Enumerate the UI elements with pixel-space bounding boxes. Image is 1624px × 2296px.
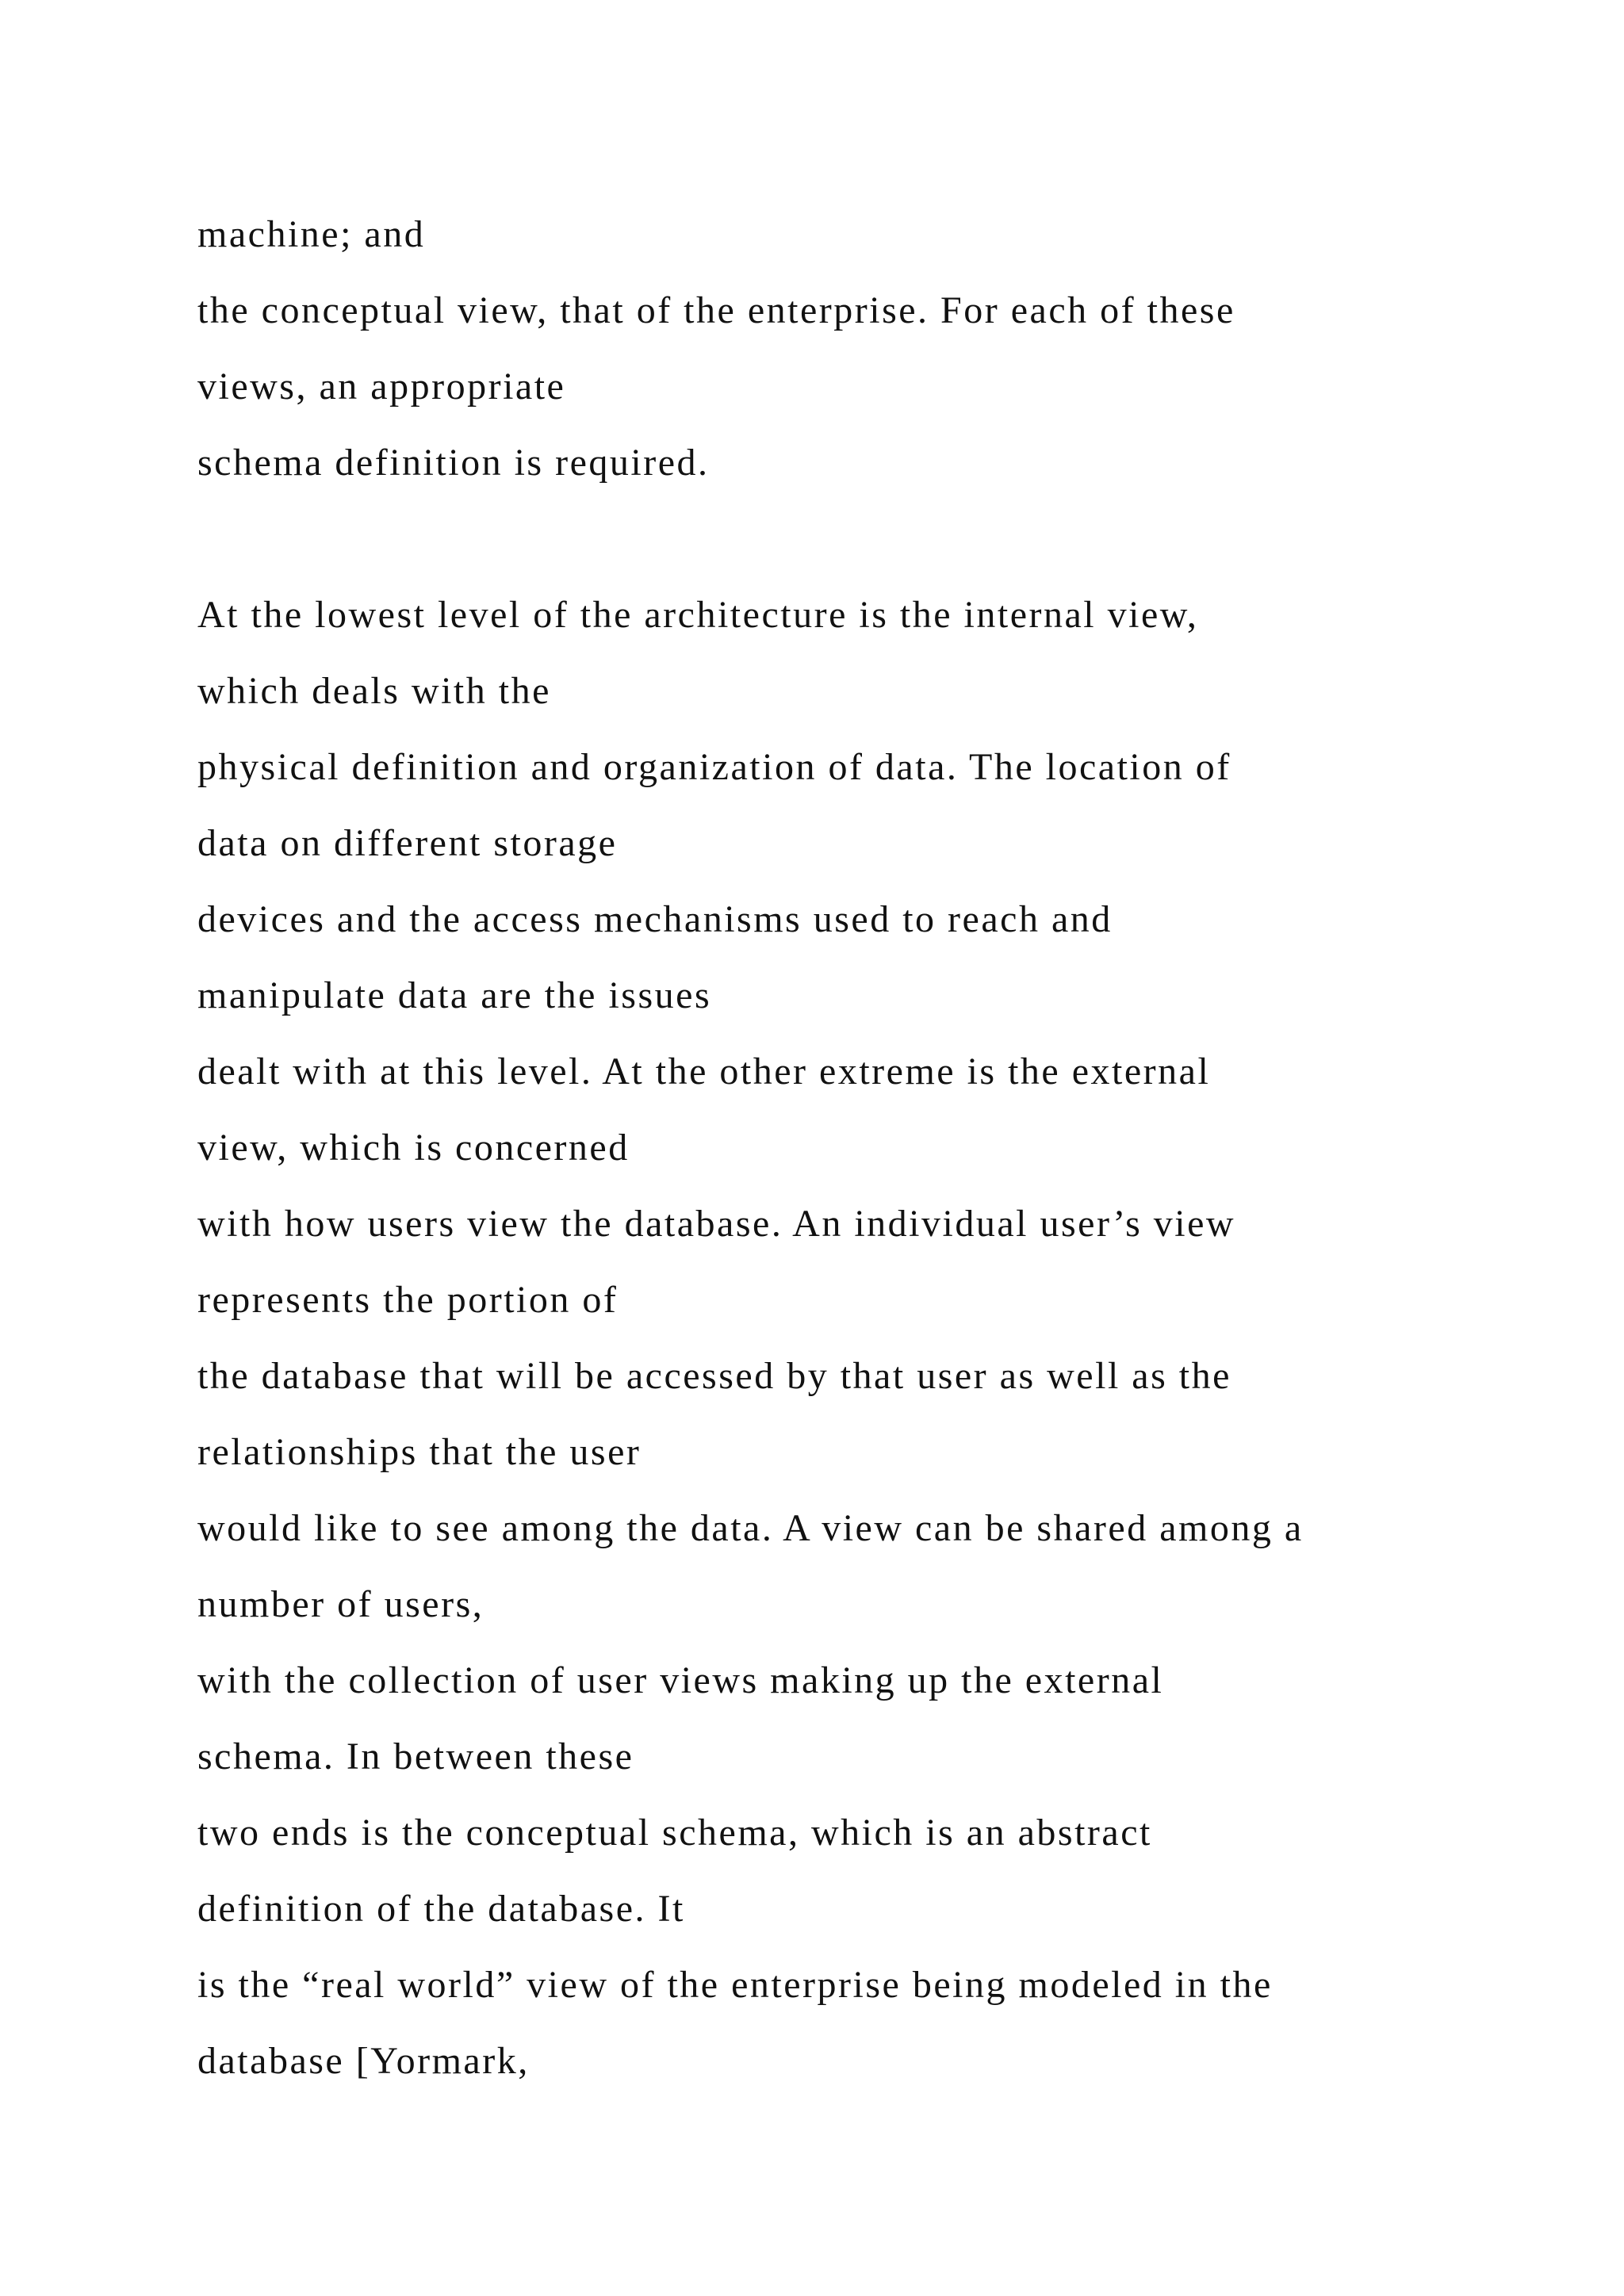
text-line: the conceptual view, that of the enterprise. For each of these <box>197 289 1235 331</box>
text-line: schema. In between these <box>197 1735 634 1777</box>
text-line: relationships that the user <box>197 1431 642 1473</box>
paragraph-gap <box>197 501 1545 577</box>
document-text <box>197 197 1545 2099</box>
text-line: data on different storage <box>197 822 618 864</box>
text-line: definition of the database. It <box>197 1888 685 1930</box>
text-line: which deals with the <box>197 670 551 712</box>
text-line: represents the portion of <box>197 1279 619 1321</box>
text-line: with how users view the database. An individual user’s view <box>197 1203 1236 1245</box>
text-line: devices and the access mechanisms used to reach and <box>197 898 1113 940</box>
text-line: view, which is concerned <box>197 1127 630 1169</box>
text-line: is the “real world” view of the enterprise being modeled in the <box>197 1964 1273 2006</box>
text-line: schema definition is required. <box>197 442 710 484</box>
text-line: two ends is the conceptual schema, which is an abstract <box>197 1812 1152 1854</box>
text-line: physical definition and organization of data. The location of <box>197 746 1231 788</box>
text-line: views, an appropriate <box>197 365 566 408</box>
text-line: the database that will be accessed by that user as well as the <box>197 1355 1231 1397</box>
text-line: dealt with at this level. At the other extreme is the external <box>197 1050 1211 1093</box>
text-line: At the lowest level of the architecture is the internal view, <box>197 594 1199 636</box>
text-line: machine; and <box>197 213 426 255</box>
text-line: with the collection of user views making up the external <box>197 1659 1164 1701</box>
text-line: number of users, <box>197 1583 485 1625</box>
text-line: manipulate data are the issues <box>197 974 712 1016</box>
text-line: database [Yormark, <box>197 2040 530 2082</box>
text-line: would like to see among the data. A view can be shared among a <box>197 1507 1304 1549</box>
